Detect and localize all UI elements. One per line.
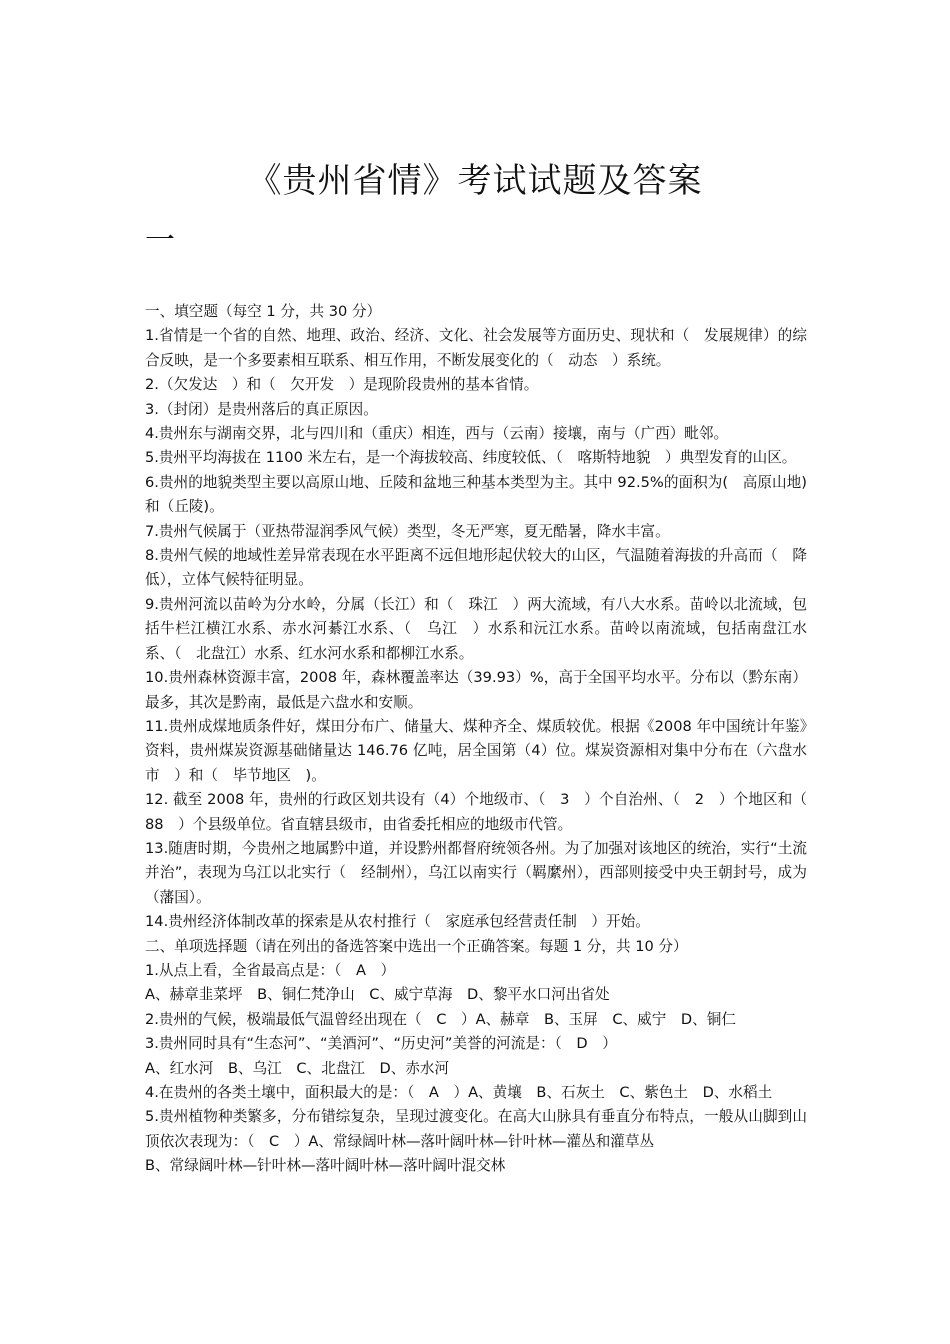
question-paragraph: 4.在贵州的各类土壤中，面积最大的是：（ A ）A、黄壤 B、石灰土 C、紫色土 D、水稻土: [145, 1084, 773, 1101]
question-paragraph: 3.（封闭）是贵州落后的真正原因。: [145, 400, 378, 418]
question-paragraph: 10.贵州森林资源丰富，2008 年，森林覆盖率达（39.93）%，高于全国平均水平。分布以（黔东南）最多，其次是黔南，最低是六盘水和安顺。: [145, 669, 807, 711]
question-paragraph: 4.贵州东与湖南交界，北与四川和（重庆）相连，西与（云南）接壤，南与（广西）毗邻。: [145, 425, 729, 443]
question-paragraph: 13.随唐时期，今贵州之地属黔中道，并设黔州都督府统领各州。为了加强对该地区的统治，实行“土流并治”，表现为乌江以北实行（ 经制州），乌江以南实行（羁縻州），西部则接受中央王朝封号，成为（藩国）。: [145, 839, 807, 906]
question-paragraph: 1.省情是一个省的自然、地理、政治、经济、文化、社会发展等方面历史、现状和（ 发展规律）的综合反映，是一个多要素相互联系、相互作用，不断发展变化的（ 动态 ）系统。: [145, 327, 807, 369]
question-paragraph: 12. 截至 2008 年，贵州的行政区划共设有（4）个地级市、（ 3 ）个自治州、（ 2 ）个地区和（ 88 ）个县级单位。省直辖县级市，由省委托相应的地级市代管。: [145, 791, 822, 833]
answer-options: B、常绿阔叶林—针叶林—落叶阔叶林—落叶阔叶混交林: [145, 1157, 506, 1175]
question-paragraph: 3.贵州同时具有“生态河”、“美酒河”、“历史河”美誉的河流是：（ D ）: [145, 1035, 617, 1053]
question-paragraph: 8.贵州气候的地域性差异常表现在水平距离不远但地形起伏较大的山区，气温随着海拔的升高而（ 降低），立体气候特征明显。: [145, 547, 807, 589]
question-paragraph: 14.贵州经济体制改革的探索是从农村推行（ 家庭承包经营责任制 ）开始。: [145, 913, 650, 931]
question-paragraph: 2.贵州的气候，极端最低气温曾经出现在（ C ）A、赫章 B、玉屏 C、威宁 D、铜仁: [145, 1010, 736, 1028]
answer-options: A、赫章韭菜坪 B、铜仁梵净山 C、威宁草海 D、黎平水口河出省处: [145, 986, 610, 1004]
question-paragraph: 11.贵州成煤地质条件好，煤田分布广、储量大、煤种齐全、煤质较优。根据《2008 年中国统计年鉴》资料，贵州煤炭资源基础储量达 146.76 亿吨，居全国第（4）位。煤炭资源相对集中分布在（六盘水市 ）和（ 毕节地区 )。: [145, 717, 807, 784]
question-paragraph: 2.（欠发达 ）和（ 欠开发 ）是现阶段贵州的基本省情。: [145, 376, 539, 394]
question-paragraph: 7.贵州气候属于（亚热带湿润季风气候）类型，冬无严寒，夏无酷暑，降水丰富。: [145, 522, 670, 540]
question-paragraph: 1.从点上看，全省最高点是：（ A ）: [145, 961, 396, 979]
section-number: 一: [145, 223, 175, 258]
document-body: [145, 300, 822, 1179]
question-paragraph: 5.贵州平均海拔在 1100 米左右，是一个海拔较高、纬度较低、（ 喀斯特地貌 ）典型发育的山区。: [145, 449, 797, 467]
answer-options: A、红水河 B、乌江 C、北盘江 D、赤水河: [145, 1059, 450, 1077]
question-paragraph: 5.贵州植物种类繁多，分布错综复杂，呈现过渡变化。在高大山脉具有垂直分布特点，一般从山脚到山顶依次表现为：（ C ）A、常绿阔叶林—落叶阔叶林—针叶林—灌丛和灌草丛: [145, 1108, 807, 1150]
question-paragraph: 6.贵州的地貌类型主要以高原山地、丘陵和盆地三种基本类型为主。其中 92.5%的面积为( 高原山地)和（丘陵)。: [145, 473, 807, 516]
question-paragraph: 9.贵州河流以苗岭为分水岭，分属（长江）和（ 珠江 ）两大流域，有八大水系。苗岭以北流域，包括牛栏江横江水系、赤水河綦江水系、（ 乌江 ）水系和沅江水系。苗岭以南流域，包括南盘江水系、（ 北盘江）水系、红水河水系和都柳江水系。: [145, 595, 807, 662]
section-heading-single-choice: 二、单项选择题（请在列出的备选答案中选出一个正确答案。每题 1 分，共 10 分）: [145, 937, 688, 955]
section-heading-fill-blank: 一、填空题（每空 1 分，共 30 分）: [145, 303, 382, 320]
document-title: 《贵州省情》考试试题及答案: [247, 160, 703, 201]
